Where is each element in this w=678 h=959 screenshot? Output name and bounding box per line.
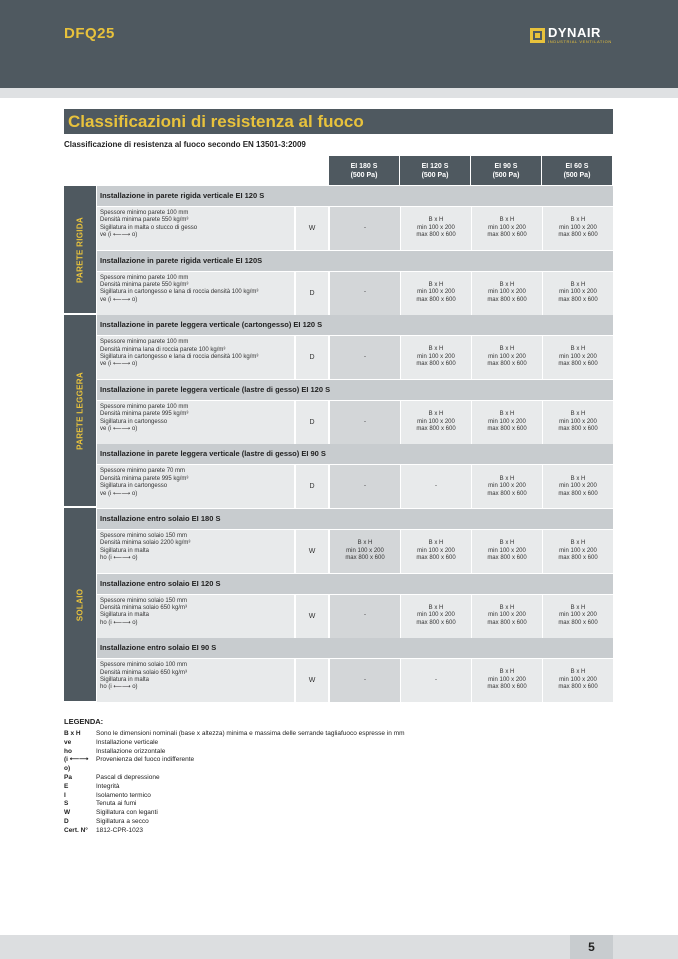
legend-key: B x H — [64, 730, 81, 737]
legend-key: ve — [64, 738, 72, 746]
dimension-cell: B x H min 100 x 200 max 800 x 600 — [543, 207, 613, 250]
legend-item — [64, 809, 405, 818]
dimension-cell: - — [401, 465, 471, 508]
legend-key: W — [64, 809, 71, 817]
section-header: Installazione in parete rigida verticale EI 120 S — [97, 186, 613, 206]
dimension-cell: B x H min 100 x 200 max 800 x 600 — [472, 207, 542, 250]
footer-bar — [0, 935, 570, 959]
requirement-line: Sigillatura in malta — [100, 547, 150, 554]
dimension-cell: B x H min 100 x 200 max 800 x 600 — [472, 595, 542, 638]
dimension-cell: B x H min 100 x 200 max 800 x 600 — [401, 401, 471, 444]
dimension-cell: B x H min 100 x 200 max 800 x 600 — [401, 272, 471, 315]
table-row — [97, 336, 613, 379]
sealing-type-cell: D — [296, 336, 328, 379]
legend-key: I — [64, 791, 66, 799]
section-header: Installazione entro solaio EI 180 S — [97, 509, 613, 529]
legend-value: Sigillatura a secco — [96, 817, 149, 825]
brand-logo — [530, 26, 612, 44]
table-row — [97, 272, 613, 315]
legend-value: Isolamento termico — [96, 791, 151, 799]
requirement-line: Densità minima parete 550 kg/m³ — [100, 217, 189, 224]
legend-value: Installazione verticale — [96, 738, 159, 746]
sealing-type-cell: D — [296, 401, 328, 444]
requirement-line: ve (i ⟵⟶ o) — [100, 361, 138, 368]
dimension-cell: B x H min 100 x 200 max 800 x 600 — [472, 659, 542, 702]
legend-value: Pascal di depressione — [96, 773, 160, 781]
requirement-line: Sigillatura in cartongesso — [100, 483, 168, 490]
section-header: Installazione in parete leggera verticale (lastre di gesso) EI 90 S — [97, 444, 613, 464]
legend-key: E — [64, 782, 69, 790]
legend-value: Sigillatura con leganti — [96, 809, 158, 817]
dimension-cell: B x H min 100 x 200 max 800 x 600 — [543, 465, 613, 508]
dimension-cell: B x H min 100 x 200 max 800 x 600 — [472, 272, 542, 315]
dimension-cell: - — [330, 207, 400, 250]
logo-mark-icon — [530, 28, 545, 43]
legend-value: Integrità — [96, 782, 120, 790]
section-header: Installazione entro solaio EI 120 S — [97, 574, 613, 594]
group-label: PARETE LEGGERA — [75, 371, 85, 450]
requirement-line: Spessore minimo parete 100 mm — [100, 210, 189, 216]
sealing-type-cell: W — [296, 595, 328, 638]
table-row — [97, 659, 613, 702]
legend-item — [64, 774, 405, 783]
legend-key: Cert. N° — [64, 826, 88, 834]
requirement-line: ho (i ⟵⟶ o) — [100, 555, 138, 562]
legend-item — [64, 748, 405, 757]
legend-key: ho — [64, 747, 72, 755]
requirement-line: Densità minima solaio 650 kg/m³ — [100, 669, 188, 676]
dimension-cell: B x H min 100 x 200 max 800 x 600 — [543, 530, 613, 573]
dimension-cell: B x H min 100 x 200 max 800 x 600 — [401, 595, 471, 638]
brand-tagline: INDUSTRIAL VENTILATION — [548, 39, 612, 44]
legend-value: Provenienza del fuoco indifferente — [96, 756, 195, 764]
header-bar — [0, 0, 678, 88]
requirements-cell — [97, 659, 294, 702]
dimension-cell: B x H min 100 x 200 max 800 x 600 — [543, 336, 613, 379]
legend-item — [64, 792, 405, 801]
dimension-cell: B x H min 100 x 200 max 800 x 600 — [543, 272, 613, 315]
dimension-cell: B x H min 100 x 200 max 800 x 600 — [401, 530, 471, 573]
header-strip — [0, 88, 678, 98]
legend-item — [64, 818, 405, 827]
column-header: EI 180 S (500 Pa) — [329, 156, 399, 185]
legend-key: (i ⟵⟶ o) — [64, 756, 89, 773]
group-band — [64, 186, 96, 313]
dimension-cell: - — [330, 401, 400, 444]
requirement-line: Densità minima parete 995 kg/m³ — [100, 411, 189, 418]
requirement-line: ve (i ⟵⟶ o) — [100, 490, 138, 497]
legend-key: S — [64, 800, 69, 808]
requirements-cell — [97, 336, 294, 379]
requirement-line: ve (i ⟵⟶ o) — [100, 426, 138, 433]
requirement-line: Spessore minimo solaio 150 mm — [100, 597, 188, 604]
dimension-cell: - — [330, 336, 400, 379]
legend-item — [64, 730, 405, 739]
requirement-line: Sigillatura in cartongesso e lana di roccia densità 100 kg/m³ — [100, 354, 259, 360]
group-band — [64, 508, 96, 701]
legend-key: Pa — [64, 773, 72, 781]
dimension-cell: B x H min 100 x 200 max 800 x 600 — [330, 530, 400, 573]
dimension-cell: - — [401, 659, 471, 702]
dimension-cell: B x H min 100 x 200 max 800 x 600 — [472, 465, 542, 508]
requirement-line: Sigillatura in cartongesso e lana di roccia densità 100 kg/m³ — [100, 289, 259, 296]
section-header: Installazione entro solaio EI 90 S — [97, 638, 613, 658]
dimension-cell: B x H min 100 x 200 max 800 x 600 — [401, 207, 471, 250]
legend-value: Installazione orizzontale — [96, 747, 166, 755]
table-row — [97, 401, 613, 444]
legend-value: Tenuta ai fumi — [96, 800, 137, 808]
legend-title: LEGENDA: — [64, 717, 104, 726]
footer-bar-right — [613, 935, 678, 959]
requirement-line: Densità minima parete 995 kg/m³ — [100, 475, 189, 482]
column-header: EI 120 S (500 Pa) — [400, 156, 470, 185]
requirement-line: Spessore minimo parete 100 mm — [100, 339, 189, 346]
page-subtitle: Classificazione di resistenza al fuoco secondo EN 13501-3:2009 — [64, 140, 306, 149]
requirement-line: Sigillatura in malta — [100, 677, 150, 683]
section-header: Installazione in parete rigida verticale EI 120S — [97, 251, 613, 271]
dimension-cell: B x H min 100 x 200 max 800 x 600 — [472, 530, 542, 573]
group-band — [64, 315, 96, 506]
dimension-cell: - — [330, 659, 400, 702]
table-row — [97, 207, 613, 250]
requirement-line: ho (i ⟵⟶ o) — [100, 619, 138, 626]
dimension-cell: - — [330, 272, 400, 315]
legend — [64, 717, 405, 836]
brand-name: DYNAIR — [548, 25, 601, 40]
legend-key: D — [64, 817, 69, 825]
dimension-cell: B x H min 100 x 200 max 800 x 600 — [543, 595, 613, 638]
requirements-cell — [97, 595, 294, 638]
requirements-cell — [97, 207, 294, 250]
requirement-line: Spessore minimo parete 100 mm — [100, 274, 189, 281]
page-title: Classificazioni di resistenza al fuoco — [64, 109, 613, 134]
sealing-type-cell: D — [296, 465, 328, 508]
legend-item — [64, 800, 405, 809]
column-headers — [329, 156, 613, 185]
requirement-line: Densità minima lana di roccia parete 100 kg/m³ — [100, 346, 226, 353]
sealing-type-cell: D — [296, 272, 328, 315]
requirement-line: ve (i ⟵⟶ o) — [100, 232, 138, 239]
dimension-cell: - — [330, 595, 400, 638]
table-row — [97, 530, 613, 573]
section-header: Installazione in parete leggera verticale (cartongesso) EI 120 S — [97, 315, 613, 335]
requirement-line: ho (i ⟵⟶ o) — [100, 684, 138, 691]
product-code: DFQ25 — [64, 25, 115, 42]
requirements-cell — [97, 272, 294, 315]
requirement-line: Sigillatura in malta — [100, 612, 150, 619]
requirement-line: Densità minima solaio 650 kg/m³ — [100, 605, 188, 611]
requirements-cell — [97, 401, 294, 444]
column-header: EI 60 S (500 Pa) — [542, 156, 612, 185]
requirement-line: Sigillatura in malta o stucco di gesso — [100, 224, 198, 231]
requirement-line: Sigillatura in cartongesso — [100, 418, 168, 425]
legend-item — [64, 739, 405, 748]
requirement-line: Densità minima solaio 2200 kg/m³ — [100, 540, 191, 547]
dimension-cell: - — [330, 465, 400, 508]
legend-value: Sono le dimensioni nominali (base x altezza) minima e massima delle serrande tagliafuoco espresse in mm — [96, 730, 405, 737]
requirement-line: Spessore minimo solaio 150 mm — [100, 533, 188, 539]
sealing-type-cell: W — [296, 659, 328, 702]
dimension-cell: B x H min 100 x 200 max 800 x 600 — [472, 401, 542, 444]
page-number: 5 — [570, 935, 613, 959]
legend-value: 1812-CPR-1023 — [96, 826, 143, 834]
dimension-cell: B x H min 100 x 200 max 800 x 600 — [472, 336, 542, 379]
table-row — [97, 465, 613, 508]
requirement-line: Spessore minimo parete 100 mm — [100, 403, 189, 410]
sealing-type-cell: W — [296, 207, 328, 250]
dimension-cell: B x H min 100 x 200 max 800 x 600 — [543, 401, 613, 444]
requirement-line: Densità minima parete 550 kg/m³ — [100, 282, 189, 288]
table-row — [97, 595, 613, 638]
dimension-cell: B x H min 100 x 200 max 800 x 600 — [543, 659, 613, 702]
legend-item — [64, 827, 405, 836]
dimension-cell: B x H min 100 x 200 max 800 x 600 — [401, 336, 471, 379]
legend-item — [64, 783, 405, 792]
legend-item — [64, 756, 405, 774]
column-header: EI 90 S (500 Pa) — [471, 156, 541, 185]
requirements-cell — [97, 530, 294, 573]
requirement-line: Spessore minimo solaio 100 mm — [100, 662, 188, 669]
requirement-line: Spessore minimo parete 70 mm — [100, 468, 186, 475]
group-label: SOLAIO — [75, 588, 85, 621]
requirements-cell — [97, 465, 294, 508]
group-label: PARETE RIGIDA — [75, 216, 85, 283]
section-header: Installazione in parete leggera verticale (lastre di gesso) EI 120 S — [97, 380, 613, 400]
requirement-line: ve (i ⟵⟶ o) — [100, 296, 138, 303]
sealing-type-cell: W — [296, 530, 328, 573]
